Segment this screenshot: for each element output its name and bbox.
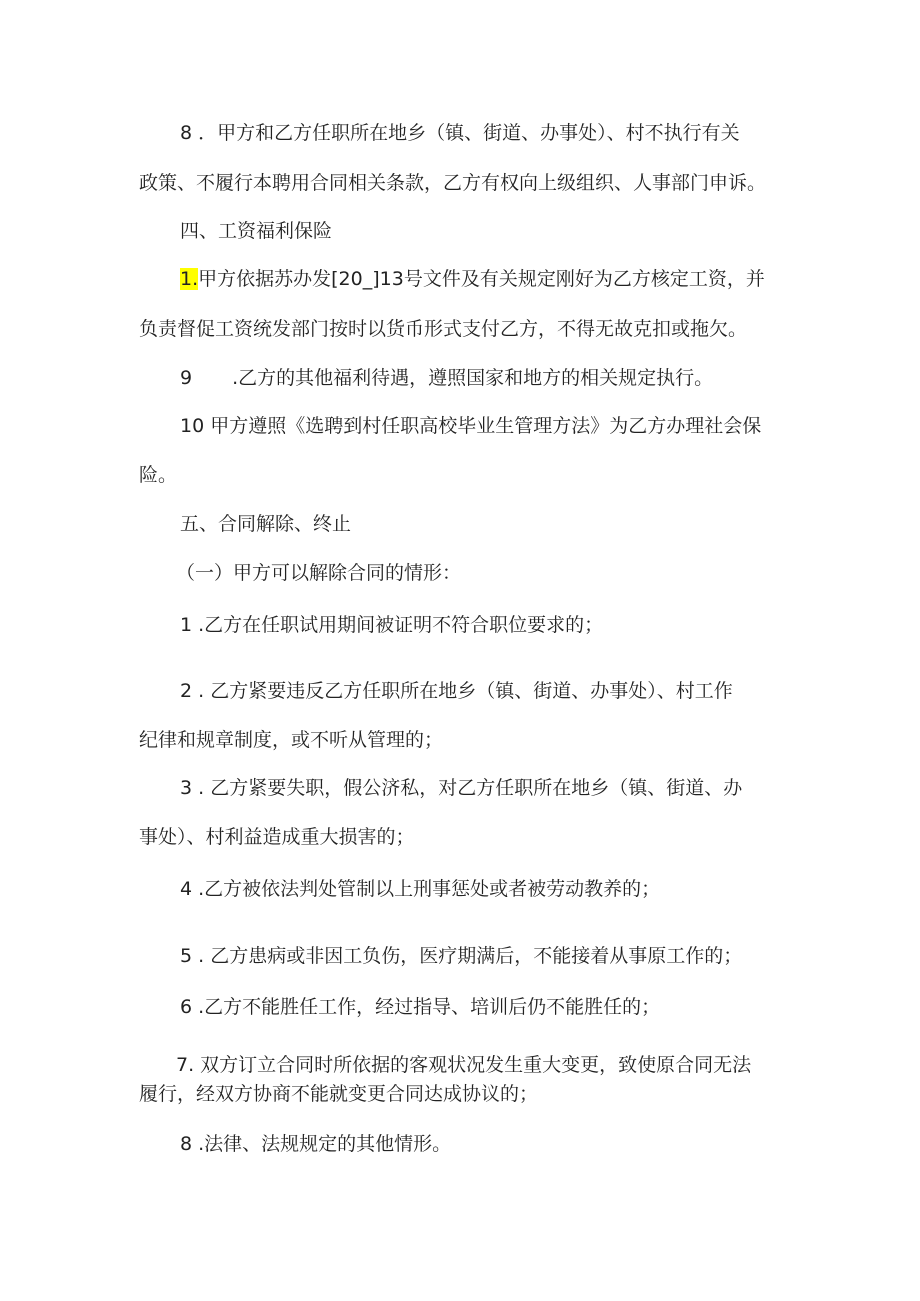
item-1-line-1: [180, 267, 765, 291]
section-5-heading: 五、合同解除、终止: [180, 513, 352, 535]
section-5-sub-heading: （一）甲方可以解除合同的情形：: [176, 562, 462, 584]
termination-item-4: 4 .乙方被依法判处管制以上刑事惩处或者被劳动教养的；: [180, 878, 661, 900]
item-9-text: .乙方的其他福利待遇，遵照国家和地方的相关规定执行。: [232, 367, 714, 389]
termination-item-3-line-2: 事处）、村利益造成重大损害的；: [139, 826, 415, 848]
item-9: [180, 366, 713, 390]
termination-item-5: 5 . 乙方患病或非因工负伤，医疗期满后，不能接着从事原工作的；: [180, 945, 743, 967]
termination-item-7-line-1: 7. 双方订立合同时所依据的客观状况发生重大变更，致使原合同无法: [176, 1054, 752, 1076]
termination-item-8: 8 .法律、法规规定的其他情形。: [180, 1133, 452, 1155]
item-1-number-highlight: 1.: [180, 268, 199, 290]
item-8a-line-2: 政策、不履行本聘用合同相关条款，乙方有权向上级组织、人事部门申诉。: [139, 172, 767, 194]
section-4-heading: 四、工资福利保险: [180, 220, 333, 242]
item-1-line-2: 负责督促工资统发部门按时以货币形式支付乙方，不得无故克扣或拖欠。: [139, 318, 748, 340]
termination-item-3-line-1: 3 . 乙方紧要失职，假公济私，对乙方任职所在地乡（镇、街道、办: [180, 777, 743, 799]
item-9-number: 9: [180, 367, 193, 389]
item-1-line-1-text: 甲方依据苏办发[20_]13号文件及有关规定刚好为乙方核定工资，并: [198, 268, 765, 290]
termination-item-7-line-2: 履行，经双方协商不能就变更合同达成协议的；: [139, 1083, 539, 1105]
termination-item-2-line-2: 纪律和规章制度，或不听从管理的；: [139, 729, 444, 751]
termination-item-2-line-1: 2 . 乙方紧要违反乙方任职所在地乡（镇、街道、办事处）、村工作: [180, 680, 733, 702]
item-10-line-2: 险。: [139, 464, 178, 486]
termination-item-6: 6 .乙方不能胜任工作，经过指导、培训后仍不能胜任的；: [180, 996, 661, 1018]
item-8a-line-1: 8 ．甲方和乙方任职所在地乡（镇、街道、办事处）、村不执行有关: [180, 122, 740, 144]
item-10-line-1: 10 甲方遵照《选聘到村任职高校毕业生管理方法》为乙方办理社会保: [180, 415, 762, 437]
termination-item-1: 1 .乙方在任职试用期间被证明不符合职位要求的；: [180, 614, 604, 636]
